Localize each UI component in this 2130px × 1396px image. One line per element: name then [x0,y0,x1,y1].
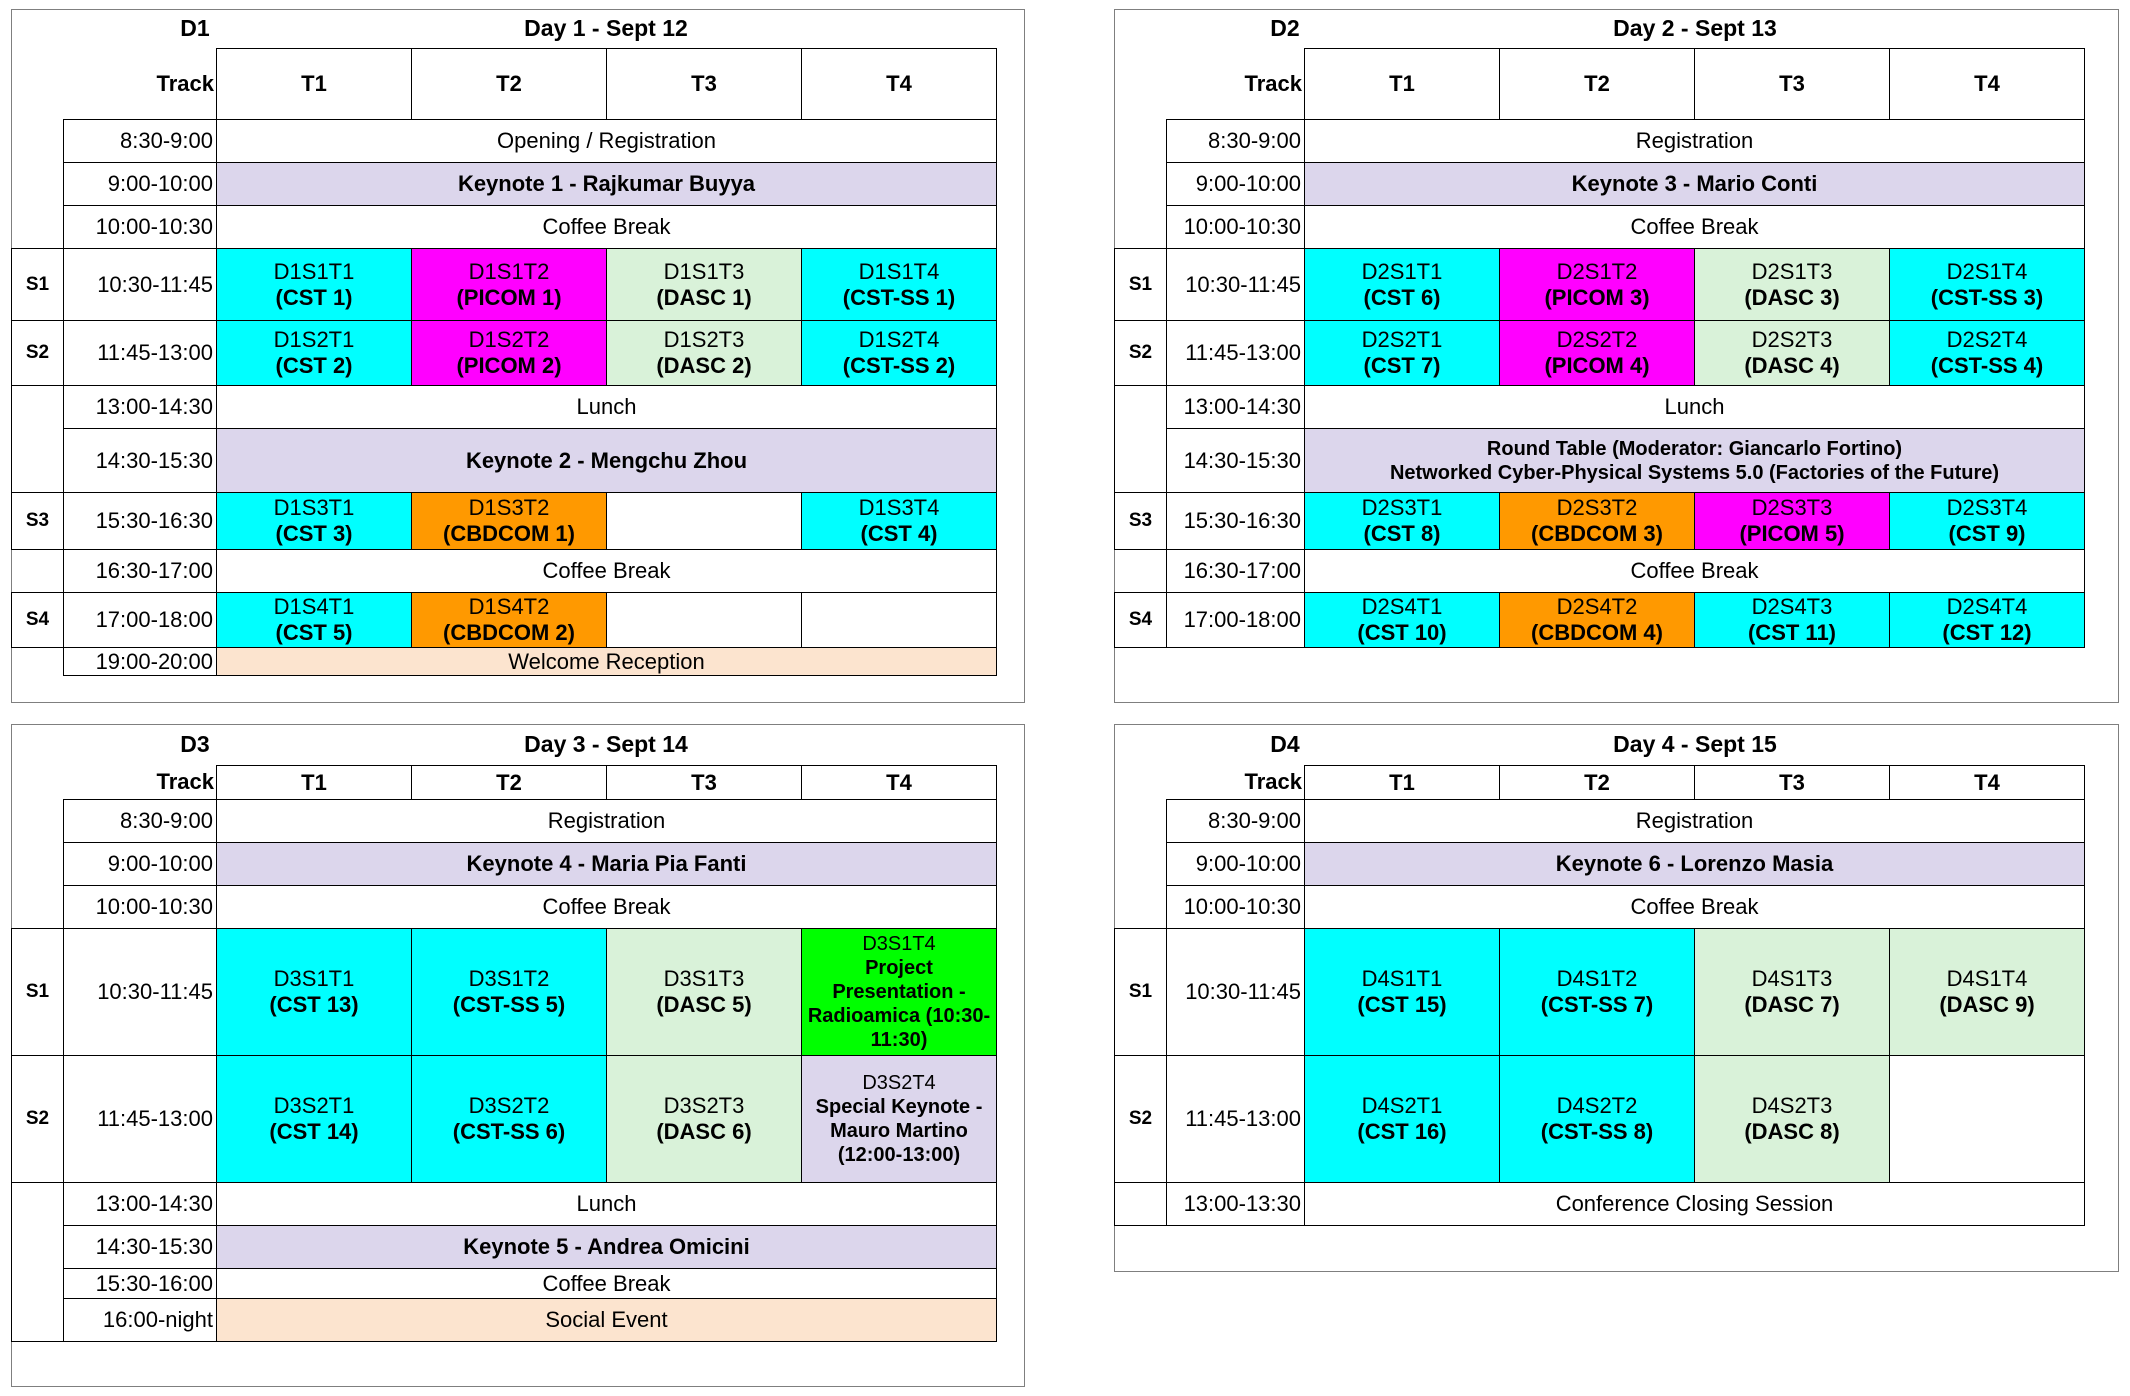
session-cell-d4s1t2: D4S1T2 (CST-SS 7) [1500,929,1695,1056]
round-table: Round Table (Moderator: Giancarlo Fortino) Networked Cyber-Physical Systems 5.0 (Factories of the Future) [1305,429,2085,493]
time-slot: 19:00-20:00 [64,648,217,676]
session-cell-d2s1t2: D2S1T2 (PICOM 3) [1500,249,1695,321]
keynote-5: Keynote 5 - Andrea Omicini [217,1226,997,1269]
time-slot: 13:00-14:30 [1167,386,1305,429]
session-cell-d3s1t2: D3S1T2 (CST-SS 5) [412,929,607,1056]
session-label-s2: S2 [1115,321,1167,386]
session-label-s2: S2 [12,321,64,386]
coffee-break: Coffee Break [1305,206,2085,249]
day4-title: Day 4 - Sept 15 [1613,731,1777,757]
session-cell-d3s1t3: D3S1T3 (DASC 5) [607,929,802,1056]
track-header-t3: T3 [607,766,802,800]
track-header-t1: T1 [1305,766,1500,800]
time-slot: 9:00-10:00 [1167,163,1305,206]
time-slot: 9:00-10:00 [64,163,217,206]
time-slot: 10:30-11:45 [64,929,217,1056]
session-cell-d2s3t4: D2S3T4 (CST 9) [1890,493,2085,550]
time-slot: 8:30-9:00 [64,800,217,843]
day2-schedule-table [1114,48,2085,648]
time-slot: 13:00-14:30 [64,386,217,429]
session-cell-d1s1t2: D1S1T2 (PICOM 1) [412,249,607,321]
coffee-break: Coffee Break [217,550,997,593]
session-cell-d1s4t2: D1S4T2 (CBDCOM 2) [412,593,607,648]
session-label-s1: S1 [12,249,64,321]
track-label: Track [156,70,214,96]
session-cell-d2s3t1: D2S3T1 (CST 8) [1305,493,1500,550]
track-header-t2: T2 [1500,766,1695,800]
coffee-break: Coffee Break [217,206,997,249]
day1-id: D1 [180,15,210,41]
time-slot: 10:00-10:30 [1167,206,1305,249]
session-label-s1: S1 [1115,249,1167,321]
session-label-s2: S2 [12,1056,64,1183]
session-cell-d2s1t1: D2S1T1 (CST 6) [1305,249,1500,321]
coffee-break: Coffee Break [1305,886,2085,929]
session-label-s3: S3 [12,493,64,550]
session-cell-d4s2t2: D4S2T2 (CST-SS 8) [1500,1056,1695,1183]
session-label-s1: S1 [12,929,64,1056]
lunch: Lunch [1305,386,2085,429]
opening-registration: Opening / Registration [217,120,997,163]
track-header-t1: T1 [217,766,412,800]
time-slot: 11:45-13:00 [64,1056,217,1183]
registration: Registration [217,800,997,843]
session-cell-d4s1t4: D4S1T4 (DASC 9) [1890,929,2085,1056]
time-slot: 17:00-18:00 [1167,593,1305,648]
time-slot: 10:00-10:30 [1167,886,1305,929]
session-cell-d1s3t1: D1S3T1 (CST 3) [217,493,412,550]
keynote-4: Keynote 4 - Maria Pia Fanti [217,843,997,886]
session-label-s1: S1 [1115,929,1167,1056]
day2-title: Day 2 - Sept 13 [1613,15,1777,41]
time-slot: 16:30-17:00 [64,550,217,593]
time-slot: 8:30-9:00 [1167,800,1305,843]
registration: Registration [1305,800,2085,843]
session-cell-d3s2t2: D3S2T2 (CST-SS 6) [412,1056,607,1183]
day4-id: D4 [1270,731,1300,757]
session-cell-d1s1t4: D1S1T4 (CST-SS 1) [802,249,997,321]
time-slot: 10:00-10:30 [64,886,217,929]
session-label-s4: S4 [1115,593,1167,648]
time-slot: 16:00-night [64,1299,217,1342]
session-cell-d1s1t1: D1S1T1 (CST 1) [217,249,412,321]
session-cell-d4s2t3: D4S2T3 (DASC 8) [1695,1056,1890,1183]
track-header-t4: T4 [1890,49,2085,120]
time-slot: 17:00-18:00 [64,593,217,648]
time-slot: 11:45-13:00 [1167,1056,1305,1183]
time-slot: 9:00-10:00 [64,843,217,886]
time-slot: 8:30-9:00 [64,120,217,163]
track-header-t4: T4 [802,766,997,800]
session-cell-d1s2t2: D1S2T2 (PICOM 2) [412,321,607,386]
keynote-3: Keynote 3 - Mario Conti [1305,163,2085,206]
session-cell-d4s2t1: D4S2T1 (CST 16) [1305,1056,1500,1183]
session-label-s2: S2 [1115,1056,1167,1183]
session-cell-d3s1t1: D3S1T1 (CST 13) [217,929,412,1056]
track-header-t3: T3 [607,49,802,120]
session-cell-d3s2t3: D3S2T3 (DASC 6) [607,1056,802,1183]
session-cell-d1s3t4: D1S3T4 (CST 4) [802,493,997,550]
track-header-t3: T3 [1695,49,1890,120]
keynote-2: Keynote 2 - Mengchu Zhou [217,429,997,493]
session-cell-d1s3t2: D1S3T2 (CBDCOM 1) [412,493,607,550]
track-label: Track [156,769,214,795]
welcome-reception: Welcome Reception [217,648,997,676]
time-slot: 9:00-10:00 [1167,843,1305,886]
session-cell-d2s4t4: D2S4T4 (CST 12) [1890,593,2085,648]
day1-schedule-table [11,48,997,676]
day3-schedule-table [11,765,997,1342]
time-slot: 14:30-15:30 [1167,429,1305,493]
day1-title: Day 1 - Sept 12 [524,15,688,41]
keynote-6: Keynote 6 - Lorenzo Masia [1305,843,2085,886]
session-cell-d1s2t4: D1S2T4 (CST-SS 2) [802,321,997,386]
session-cell-d1s4t1: D1S4T1 (CST 5) [217,593,412,648]
session-cell-d2s2t1: D2S2T1 (CST 7) [1305,321,1500,386]
session-cell-d4s1t3: D4S1T3 (DASC 7) [1695,929,1890,1056]
session-cell-d3s2t1: D3S2T1 (CST 14) [217,1056,412,1183]
time-slot: 13:00-14:30 [64,1183,217,1226]
registration: Registration [1305,120,2085,163]
conference-closing-session: Conference Closing Session [1305,1183,2085,1226]
coffee-break: Coffee Break [217,886,997,929]
coffee-break: Coffee Break [217,1269,997,1299]
track-header-t4: T4 [802,49,997,120]
time-slot: 15:30-16:30 [64,493,217,550]
lunch: Lunch [217,1183,997,1226]
session-cell-d4s1t1: D4S1T1 (CST 15) [1305,929,1500,1056]
session-cell-d2s1t3: D2S1T3 (DASC 3) [1695,249,1890,321]
session-cell-d2s3t3: D2S3T3 (PICOM 5) [1695,493,1890,550]
day2-id: D2 [1270,15,1300,41]
session-cell-d1s1t3: D1S1T3 (DASC 1) [607,249,802,321]
day3-title: Day 3 - Sept 14 [524,731,688,757]
empty-cell [607,593,802,648]
session-cell-d2s4t3: D2S4T3 (CST 11) [1695,593,1890,648]
track-header-t1: T1 [217,49,412,120]
time-slot: 11:45-13:00 [64,321,217,386]
track-header-t1: T1 [1305,49,1500,120]
track-label: Track [1244,70,1302,96]
time-slot: 10:30-11:45 [1167,249,1305,321]
session-cell-d1s2t3: D1S2T3 (DASC 2) [607,321,802,386]
session-cell-d2s2t3: D2S2T3 (DASC 4) [1695,321,1890,386]
empty-cell [802,593,997,648]
coffee-break: Coffee Break [1305,550,2085,593]
time-slot: 10:30-11:45 [64,249,217,321]
time-slot: 16:30-17:00 [1167,550,1305,593]
session-cell-d3s1t4: D3S1T4 Project Presentation - Radioamica (10:30-11:30) [802,929,997,1056]
session-cell-d2s3t2: D2S3T2 (CBDCOM 3) [1500,493,1695,550]
session-cell-d2s4t1: D2S4T1 (CST 10) [1305,593,1500,648]
session-cell-d2s4t2: D2S4T2 (CBDCOM 4) [1500,593,1695,648]
day4-schedule-table [1114,765,2085,1226]
social-event: Social Event [217,1299,997,1342]
time-slot: 14:30-15:30 [64,1226,217,1269]
track-header-t4: T4 [1890,766,2085,800]
time-slot: 14:30-15:30 [64,429,217,493]
session-cell-d1s2t1: D1S2T1 (CST 2) [217,321,412,386]
time-slot: 10:00-10:30 [64,206,217,249]
session-label-s3: S3 [1115,493,1167,550]
keynote-1: Keynote 1 - Rajkumar Buyya [217,163,997,206]
session-cell-d2s2t4: D2S2T4 (CST-SS 4) [1890,321,2085,386]
track-header-t2: T2 [1500,49,1695,120]
track-label: Track [1244,769,1302,795]
session-label-s4: S4 [12,593,64,648]
session-cell-d3s2t4: D3S2T4 Special Keynote - Mauro Martino (12:00-13:00) [802,1056,997,1183]
session-cell-d2s2t2: D2S2T2 (PICOM 4) [1500,321,1695,386]
time-slot: 13:00-13:30 [1167,1183,1305,1226]
time-slot: 10:30-11:45 [1167,929,1305,1056]
lunch: Lunch [217,386,997,429]
session-cell-d2s1t4: D2S1T4 (CST-SS 3) [1890,249,2085,321]
day3-id: D3 [180,731,210,757]
time-slot: 15:30-16:30 [1167,493,1305,550]
time-slot: 11:45-13:00 [1167,321,1305,386]
empty-cell [607,493,802,550]
track-header-t2: T2 [412,766,607,800]
track-header-t3: T3 [1695,766,1890,800]
time-slot: 8:30-9:00 [1167,120,1305,163]
empty-cell [1890,1056,2085,1183]
time-slot: 15:30-16:00 [64,1269,217,1299]
track-header-t2: T2 [412,49,607,120]
